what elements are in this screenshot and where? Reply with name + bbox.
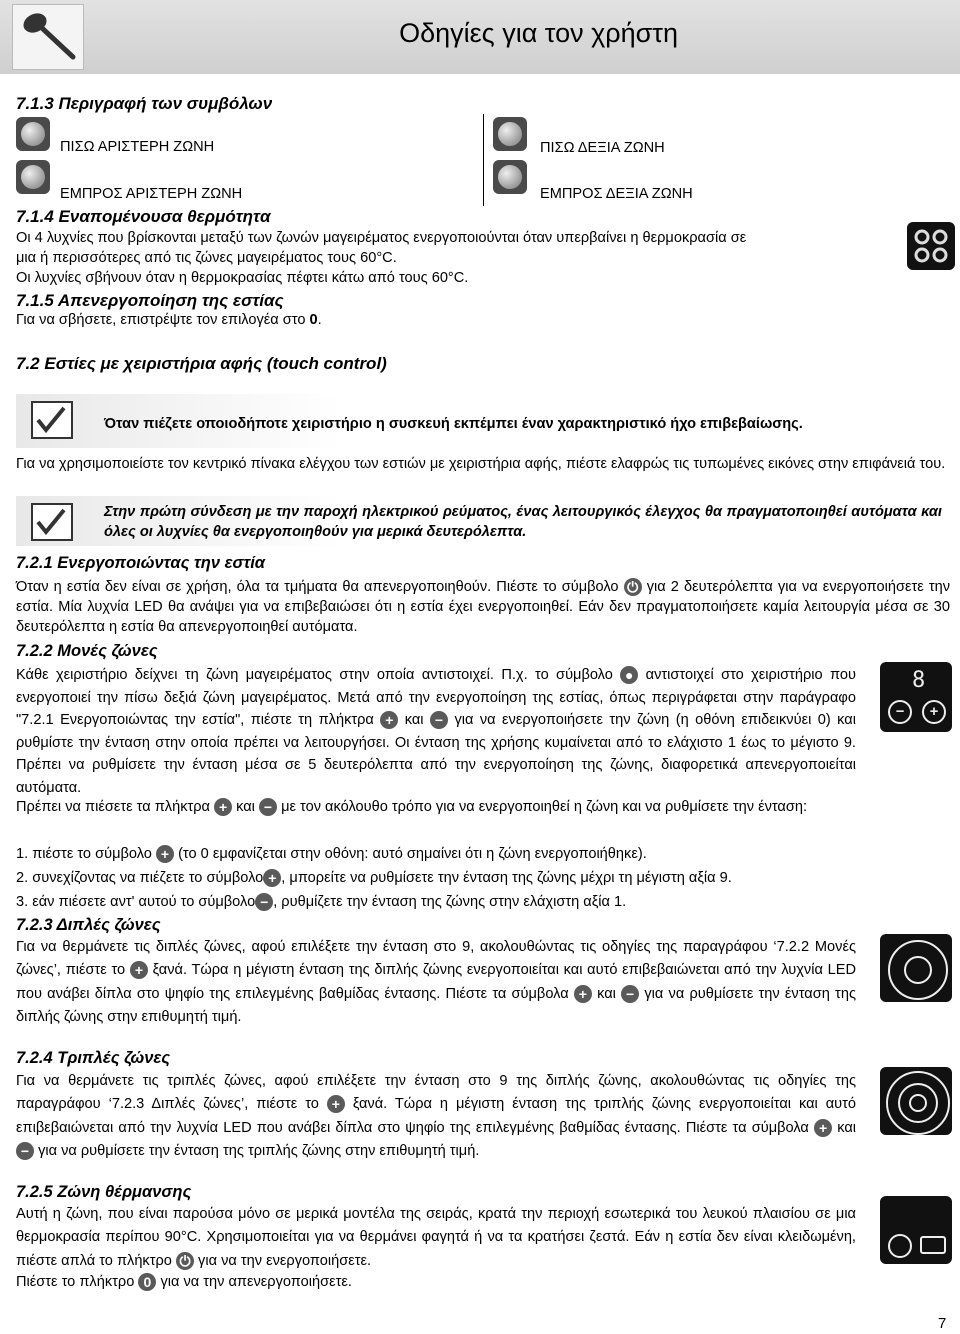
note-box bbox=[16, 394, 946, 448]
paragraph: Για να θερμάνετε τις διπλές ζώνες, αφού επιλέξετε την ένταση στο 9, ακολουθώντας τις οδηγίες της παραγράφου ‘7.2.2 Μονές ζώνες’, πιέστε το + ξανά. Τώρα η μέγιστη ένταση της διπλής ζώνης ενεργοποιείται και αυτό επιβεβαιώνεται από την λυχνία LED που ανάβει δίπλα στο ψηφίο της επιλεγμένης βαθμίδας έντασης. Πιέστε τα σύμβολα + και − για να ρυθμίσετε την ένταση της διπλής ζώνης στην επιθυμητή τιμή. bbox=[16, 939, 857, 1026]
warming-zone-button-icon: ⏻ bbox=[176, 1252, 194, 1270]
section-7-2-2-heading: 7.2.2 Μονές ζώνες bbox=[16, 642, 158, 660]
note-text: Όταν πιέζετε οποιοδήποτε χειριστήριο η συσκευή εκπέμπει έναν χαρακτηριστικό ήχο επιβεβαίωσης. bbox=[104, 416, 803, 432]
document-title: Οδηγίες για τον χρήστη bbox=[399, 18, 678, 48]
inner-ring-icon bbox=[909, 1094, 927, 1112]
section-7-1-5-heading: 7.1.5 Απενεργοποίηση της εστίας bbox=[16, 291, 284, 310]
paragraph: Αυτή η ζώνη, που είναι παρούσα μόνο σε μερικά μοντέλα της σειράς, κρατά την περιοχή εσωτερικά του λευκού πλαισίου σε μια θερμοκρασία περίπου 90°C. Χρησιμοποιείται για να θερμάνει φαγητά ή να τα κρατήσει ζεστά. Εάν η εστία δεν είναι κλειδωμένη, πιέστε απλά το πλήκτρο ⏻ για να την ενεργοποιήσετε. bbox=[16, 1206, 856, 1269]
plus-icon: + bbox=[922, 700, 946, 724]
minus-icon: − bbox=[888, 700, 912, 724]
plus-button-icon: + bbox=[380, 711, 398, 729]
knob-front-left-icon bbox=[16, 160, 50, 194]
spoon-logo-icon bbox=[12, 4, 84, 70]
double-zone-panel-image bbox=[880, 934, 952, 1002]
plus-button-icon: + bbox=[156, 845, 174, 863]
minus-button-icon: − bbox=[621, 985, 639, 1003]
zone-label: ΕΜΠΡΟΣ ΔΕΞΙΑ ΖΩΝΗ bbox=[540, 186, 693, 202]
section-7-2-5-heading: 7.2.5 Ζώνη θέρμανσης bbox=[16, 1183, 192, 1201]
zone-label: ΠΙΣΩ ΔΕΞΙΑ ΖΩΝΗ bbox=[540, 140, 665, 156]
page-number: 7 bbox=[938, 1315, 947, 1332]
power-ring-icon bbox=[888, 1234, 912, 1258]
notepad-icon bbox=[24, 498, 82, 546]
triple-zone-panel-image bbox=[880, 1067, 952, 1135]
paragraph: Όταν η εστία δεν είναι σε χρήση, όλα τα τμήματα θα απενεργοποιηθούν. Πιέστε το σύμβολο ⏻ για 2 δευτερόλεπτα για να ενεργοποιήσετε την εστία. Μία λυχνία LED θα ανάψει για να επιβεβαιώσει ότι η εστία έχει ενεργοποιηθεί. Εάν δεν πραγματοποιήσετε καμία λειτουργία μέσα σε 30 δευτερόλεπτα η εστία θα απενεργοποιηθεί αυτόματα. bbox=[16, 579, 951, 636]
column-divider bbox=[483, 114, 484, 206]
plus-button-icon: + bbox=[814, 1119, 832, 1137]
note-box bbox=[16, 496, 946, 546]
notepad-icon bbox=[24, 396, 82, 444]
plus-button-icon: + bbox=[263, 869, 281, 887]
zone-label: ΕΜΠΡΟΣ ΑΡΙΣΤΕΡΗ ΖΩΝΗ bbox=[60, 186, 243, 202]
section-7-2-3-heading: 7.2.3 Διπλές ζώνες bbox=[16, 916, 161, 934]
zone-back-right-symbol-icon: ● bbox=[620, 666, 638, 684]
paragraph: μια ή περισσότερες από τις ζώνες μαγειρέματος τους 60°C. bbox=[16, 250, 397, 266]
control-panel-image bbox=[880, 662, 952, 732]
paragraph: Κάθε χειριστήριο δείχνει τη ζώνη μαγειρέματος στην οποία αντιστοιχεί. Π.χ. το σύμβολο ● αντιστοιχεί στο χειριστήριο που ενεργοποιεί την πίσω δεξιά ζώνη μαγειρέματος. Μετά από την ενεργοποίηση της εστίας, όπως περιγράφεται στην παράγραφο "7.2.1 Ενεργοποιώντας την εστία", πιέστε τη πλήκτρα + και − για να ενεργοποιήσετε την ζώνη (η οθόνη επιδεικνύει 0) και ρυθμίστε την ένταση στην οποία πρέπει να λειτουργήσει. Οι ένταση της χρήσης κυμαίνεται από το ελάχιστο 1 έως το μέγιστο 9. Πρέπει να ρυθμίσετε την ένταση μέσα σε 5 δευτερόλεπτα από την ενεργοποίηση της ζώνης, διαφορετικά απενεργοποιείται αυτόματα. bbox=[16, 667, 856, 797]
zone-label: ΠΙΣΩ ΑΡΙΣΤΕΡΗ ΖΩΝΗ bbox=[60, 139, 215, 155]
minus-button-icon: − bbox=[255, 893, 273, 911]
section-7-2-1-heading: 7.2.1 Ενεργοποιώντας την εστία bbox=[16, 554, 266, 572]
note-text: Στην πρώτη σύνδεση με την παροχή ηλεκτρικού ρεύματος, ένας λειτουργικός έλεγχος θα πραγματοποιηθεί αυτόματα και όλες οι λυχνίες θα ενεργοποιηθούν για μερικά δευτερόλεπτα. bbox=[104, 504, 942, 541]
minus-button-icon: − bbox=[16, 1142, 34, 1160]
paragraph: Για να σβήσετε, επιστρέψτε τον επιλογέα στο 0. bbox=[16, 312, 322, 328]
warming-zone-panel-image bbox=[880, 1196, 952, 1264]
inner-ring-icon bbox=[904, 956, 932, 984]
list-item: 1. πιέστε το σύμβολο + (το 0 εμφανίζεται στην οθόνη: αυτό σημαίνει ότι η ζώνη ενεργοποιήθηκε). bbox=[16, 846, 647, 863]
paragraph: Για να χρησιμοποιείστε τον κεντρικό πίνακα ελέγχου των εστιών με χειριστήρια αφής, πιέστε ελαφρώς τις τυπωμένες εικόνες στην επιφάνειά του. bbox=[16, 456, 946, 472]
knob-front-right-icon bbox=[493, 160, 527, 194]
residual-heat-lamps-icon bbox=[907, 222, 955, 270]
list-item: 2. συνεχίζοντας να πιέζετε το σύμβολο + , μπορείτε να ρυθμίσετε την ένταση της ζώνης μέχρι τη μέγιστη αξία 9. bbox=[16, 870, 732, 887]
paragraph: Οι λυχνίες σβήνουν όταν η θερμοκρασίας πέφτει κάτω από τους 60°C. bbox=[16, 270, 469, 286]
section-7-2-4-heading: 7.2.4 Τριπλές ζώνες bbox=[16, 1049, 171, 1067]
plus-button-icon: + bbox=[574, 985, 592, 1003]
minus-button-icon: − bbox=[259, 798, 277, 816]
minus-button-icon: − bbox=[430, 711, 448, 729]
page-header bbox=[0, 0, 960, 74]
knob-back-right-icon bbox=[493, 117, 527, 151]
knob-back-left-icon bbox=[16, 117, 50, 151]
section-7-1-4-heading: 7.1.4 Εναπομένουσα θερμότητα bbox=[16, 207, 271, 226]
paragraph: Για να θερμάνετε τις τριπλές ζώνες, αφού επιλέξετε την ένταση στο 9 της διπλής ζώνης, ακολουθώντας τις οδηγίες της παραγράφου ‘7.2.3 Διπλές ζώνες’, πιέστε το + ξανά. Τώρα η μέγιστη ένταση της τριπλής ζώνης ενεργοποιείται και αυτό επιβεβαιώνεται από την λυχνία LED που ανάβει δίπλα στο ψηφίο της επιλεγμένης βαθμίδας έντασης. Πιέστε τα σύμβολα + και − για να ρυθμίσετε την ένταση της τριπλής ζώνης στην επιθυμητή τιμή. bbox=[16, 1073, 857, 1160]
display-digit: 8 bbox=[912, 668, 926, 693]
list-item: 3. εάν πιέσετε αντ' αυτού το σύμβολο − , ρυθμίζετε την ένταση της ζώνης στην ελάχιστη αξία 1. bbox=[16, 894, 627, 911]
plus-button-icon: + bbox=[214, 798, 232, 816]
warming-box-icon bbox=[920, 1236, 946, 1254]
plus-button-icon: + bbox=[130, 961, 148, 979]
paragraph: Πιέστε το πλήκτρο 0 για να την απενεργοποιήσετε. bbox=[16, 1274, 352, 1291]
paragraph: Οι 4 λυχνίες που βρίσκονται μεταξύ των ζωνών μαγειρέματος ενεργοποιούνται όταν υπερβαίνει η θερμοκρασία σε bbox=[16, 230, 747, 246]
off-button-icon: 0 bbox=[138, 1273, 156, 1291]
section-7-1-3-heading: 7.1.3 Περιγραφή των συμβόλων bbox=[16, 94, 273, 113]
plus-button-icon: + bbox=[327, 1095, 345, 1113]
paragraph: Πρέπει να πιέσετε τα πλήκτρα + και − με τον ακόλουθο τρόπο για να ενεργοποιηθεί η ζώνη και να ρυθμίσετε την ένταση: bbox=[16, 799, 808, 816]
power-symbol-icon: ⏻ bbox=[624, 578, 642, 596]
section-7-2-heading: 7.2 Εστίες με χειριστήρια αφής (touch control) bbox=[16, 354, 387, 373]
